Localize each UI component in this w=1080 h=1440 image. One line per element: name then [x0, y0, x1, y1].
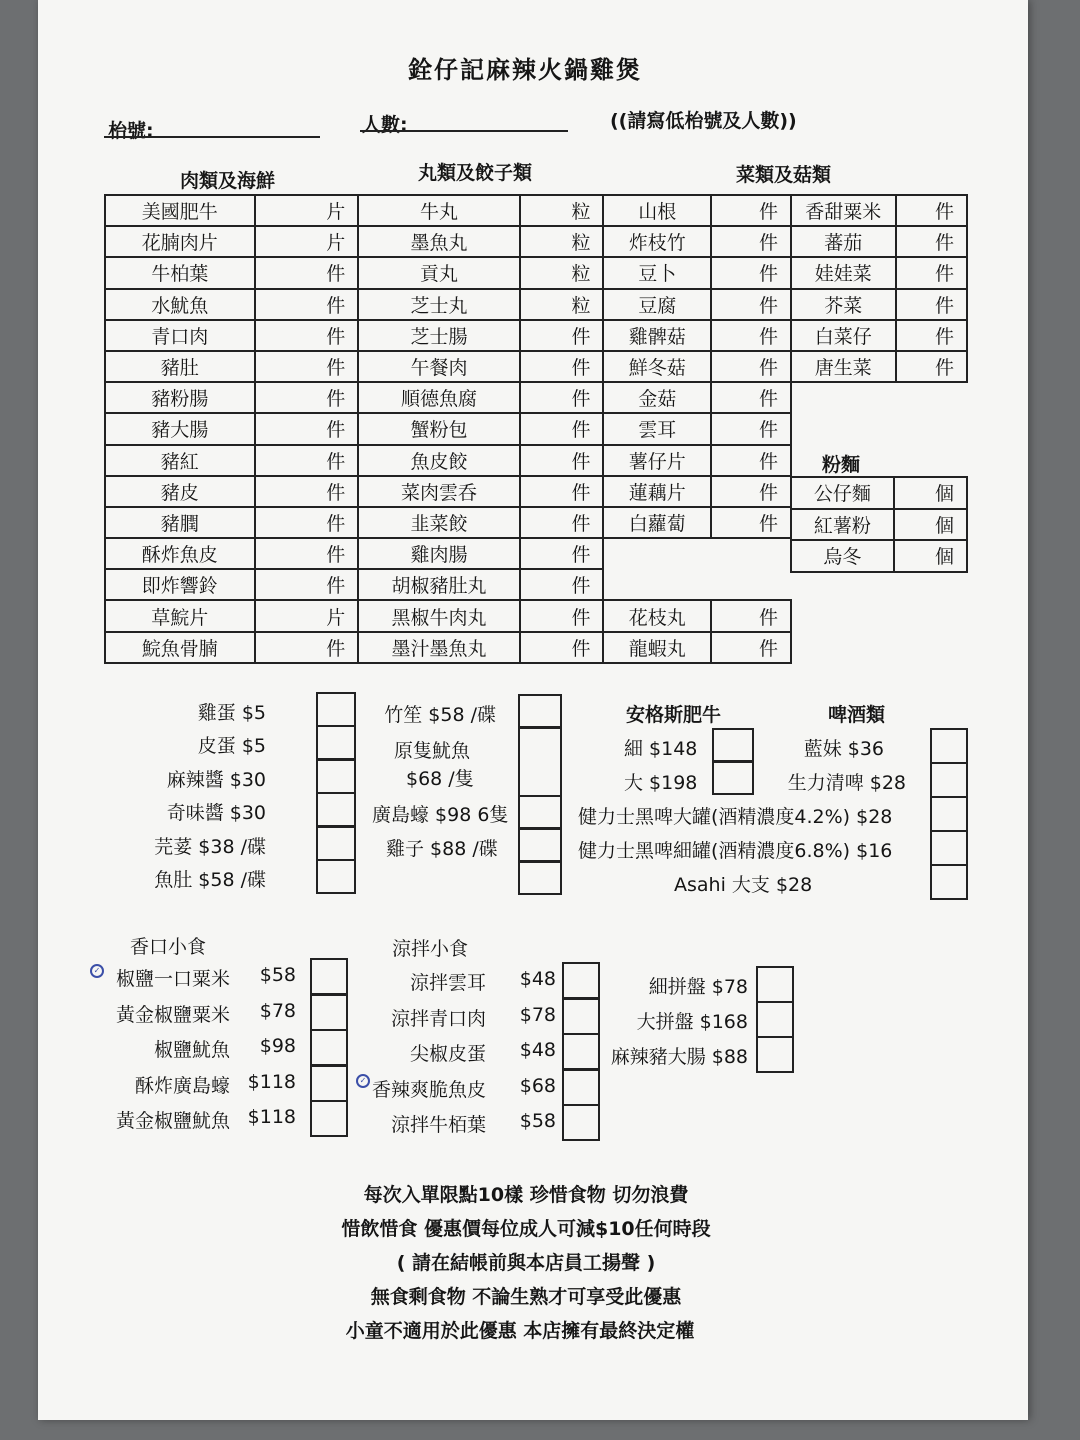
ball-item-name: 順德魚腐 — [358, 382, 519, 413]
ball-item-name: 魚皮餃 — [358, 445, 519, 476]
platter-item-checkbox[interactable] — [756, 1001, 794, 1038]
veg-item-qty[interactable]: 件 — [711, 289, 791, 320]
veg-item-name: 蕃茄 — [791, 226, 896, 257]
platter-item: 麻辣豬大腸 $88 — [610, 1046, 748, 1068]
extra-oyster-checkbox[interactable] — [518, 795, 562, 829]
snacks-item-checkbox[interactable] — [310, 958, 348, 995]
cold-item-name: 尖椒皮蛋 — [409, 1043, 486, 1066]
table-row — [105, 600, 791, 631]
ball-item-name: 牛丸 — [358, 195, 519, 226]
meat-item-qty[interactable]: 片 — [255, 600, 359, 631]
table-row — [105, 476, 791, 507]
ball-item-qty[interactable]: 件 — [520, 569, 604, 600]
platter-item-checkbox[interactable] — [756, 966, 794, 1003]
table-row — [105, 351, 791, 382]
veg-item-qty[interactable]: 件 — [896, 257, 967, 288]
footer-line: 無食剩食物 不論生熟才可享受此優惠 — [370, 1286, 682, 1308]
snacks-item-price: $58 — [259, 964, 296, 986]
veg-item-qty[interactable]: 件 — [896, 351, 967, 382]
extra-bamboo: 竹笙 $58 /碟 — [384, 704, 496, 726]
platter-item: 細拼盤 $78 — [648, 976, 748, 998]
meat-item-name: 草鯇片 — [105, 600, 255, 631]
table-number-label: 枱號: — [108, 120, 154, 142]
veg-item-name: 唐生菜 — [791, 351, 896, 382]
veg-item-qty[interactable]: 件 — [711, 507, 791, 538]
veg-item-name: 白菜仔 — [791, 320, 896, 351]
noodle-item-qty[interactable]: 個 — [894, 540, 967, 572]
cold-item-price: $58 — [519, 1110, 556, 1133]
extra-item: 雞蛋 $5 — [197, 702, 266, 724]
meat-item-qty[interactable]: 件 — [255, 569, 359, 600]
meat-item-qty[interactable]: 件 — [255, 382, 359, 413]
cold-item-name: 涼拌雲耳 — [409, 972, 486, 994]
extra-blank-checkbox[interactable] — [518, 861, 562, 895]
extra-item: 芫荽 $38 /碟 — [154, 835, 266, 858]
extra-item: 麻辣醬 $30 — [166, 768, 266, 791]
meat-item-qty[interactable]: 件 — [255, 351, 359, 382]
table-row — [105, 507, 791, 538]
restaurant-title: 銓仔記麻辣火鍋雞煲 — [408, 56, 642, 84]
extra-item-checkbox[interactable] — [316, 692, 356, 727]
veg-item-qty[interactable]: 件 — [711, 413, 791, 444]
beer-title: 啤酒類 — [828, 704, 886, 726]
snacks-item-price: $78 — [259, 999, 296, 1022]
veg-item-qty[interactable]: 件 — [711, 632, 791, 663]
veg-item-name: 白蘿蔔 — [603, 507, 711, 538]
pen-mark-icon: ✓ — [90, 964, 104, 978]
veg-item-name: 山根 — [603, 195, 711, 226]
footer-line: 小童不適用於此優惠 本店擁有最終決定權 — [345, 1320, 695, 1342]
noodle-grid — [790, 476, 968, 573]
meat-item-name: 牛柏葉 — [105, 257, 255, 288]
veg-item-qty[interactable]: 件 — [711, 195, 791, 226]
table-row — [105, 257, 791, 288]
empty-cell — [603, 538, 791, 569]
ball-item-qty[interactable]: 件 — [520, 445, 604, 476]
snacks-item-name: 椒鹽魷魚 — [153, 1039, 230, 1062]
veg-item-name: 香甜粟米 — [791, 195, 896, 226]
snacks-item-price: $118 — [247, 1106, 296, 1129]
meat-item-name: 酥炸魚皮 — [105, 538, 255, 569]
veg-item-qty[interactable]: 件 — [896, 195, 967, 226]
veg-item-qty[interactable]: 件 — [896, 289, 967, 320]
meat-item-name: 豬皮 — [105, 476, 255, 507]
meat-item-qty[interactable]: 件 — [255, 413, 359, 444]
people-count-field[interactable] — [360, 130, 568, 132]
meat-item-qty[interactable]: 件 — [255, 507, 359, 538]
meat-item-name: 青口肉 — [105, 320, 255, 351]
ball-item-name: 蟹粉包 — [358, 413, 519, 444]
veg-item-name: 鮮冬菇 — [603, 351, 711, 382]
beer-san-miguel: 生力清啤 $28 — [787, 772, 906, 794]
ball-item-qty[interactable]: 件 — [520, 476, 604, 507]
meat-item-name: 鯇魚骨腩 — [105, 632, 255, 663]
cold-item-price: $48 — [519, 1039, 556, 1062]
veg-item-name: 芥菜 — [791, 289, 896, 320]
cold-item-checkbox[interactable] — [562, 1104, 600, 1141]
footer-line: 每次入單限點10樣 珍惜食物 切勿浪費 — [363, 1184, 689, 1206]
snacks-item-checkbox[interactable] — [310, 1065, 348, 1102]
extra-item: 奇味醬 $30 — [166, 802, 266, 825]
extra-roe-checkbox[interactable] — [518, 828, 562, 862]
ball-item-name: 貢丸 — [358, 257, 519, 288]
extra-bamboo-checkbox[interactable] — [518, 694, 562, 728]
section-balls-title: 丸類及餃子類 — [418, 162, 533, 184]
ball-item-name: 菜肉雲呑 — [358, 476, 519, 507]
cold-item-name: 涼拌青口肉 — [390, 1007, 486, 1030]
snacks-item-name: 酥炸廣島蠔 — [134, 1074, 230, 1097]
meat-item-qty[interactable]: 片 — [255, 226, 359, 257]
order-grid — [104, 194, 792, 664]
snacks-item-name: 黃金椒鹽粟米 — [115, 1003, 230, 1026]
cold-title: 涼拌小食 — [392, 938, 469, 960]
extra-oyster: 廣島蠔 $98 6隻 — [372, 804, 509, 826]
meat-item-name: 水魷魚 — [105, 289, 255, 320]
table-row — [105, 320, 791, 351]
cold-item-price: $78 — [519, 1003, 556, 1026]
angus-title: 安格斯肥牛 — [626, 704, 722, 726]
veg-item-name: 豆卜 — [603, 257, 711, 288]
cold-item-checkbox[interactable] — [562, 962, 600, 999]
ball-item-qty[interactable]: 件 — [520, 538, 604, 569]
meat-item-name: 豬大腸 — [105, 413, 255, 444]
ball-item-qty[interactable]: 件 — [520, 507, 604, 538]
meat-item-name: 美國肥牛 — [105, 195, 255, 226]
veg-item-name: 金菇 — [603, 382, 711, 413]
meat-item-name: 即炸響鈴 — [105, 569, 255, 600]
veg-item-qty[interactable]: 件 — [711, 476, 791, 507]
section-noodles-title: 粉麵 — [822, 454, 861, 476]
cold-item-price: $48 — [519, 968, 556, 990]
extra-squid-checkbox[interactable] — [518, 727, 562, 797]
table-row — [791, 226, 967, 257]
beer-item-checkbox[interactable] — [930, 864, 968, 900]
people-count-label: 人數: — [362, 114, 408, 136]
form-note: ((請寫低枱號及人數)) — [610, 110, 797, 132]
table-row — [791, 195, 967, 226]
empty-cell — [603, 569, 791, 600]
table-row — [105, 538, 791, 569]
beer-guinness-large: 健力士黑啤大罐(酒精濃度4.2%) $28 — [578, 806, 893, 828]
extra-item-checkbox[interactable] — [316, 859, 356, 894]
ball-item-name: 午餐肉 — [358, 351, 519, 382]
extra-item: 皮蛋 $5 — [197, 735, 266, 758]
cold-item-checkbox[interactable] — [562, 1033, 600, 1070]
beer-item-checkbox[interactable] — [930, 762, 968, 798]
table-row — [105, 226, 791, 257]
veg-item-qty[interactable]: 件 — [711, 600, 791, 631]
table-row — [791, 320, 967, 351]
ball-item-qty[interactable]: 粒 — [520, 289, 604, 320]
extra-roe: 雞子 $88 /碟 — [386, 838, 498, 860]
ball-item-qty[interactable]: 粒 — [520, 195, 604, 226]
ball-item-name: 芝士腸 — [358, 320, 519, 351]
ball-item-qty[interactable]: 粒 — [520, 257, 604, 288]
meat-item-qty[interactable]: 件 — [255, 257, 359, 288]
snacks-title: 香口小食 — [130, 936, 207, 958]
meat-item-qty[interactable]: 件 — [255, 320, 359, 351]
meat-item-qty[interactable]: 件 — [255, 632, 359, 663]
meat-item-qty[interactable]: 件 — [255, 538, 359, 569]
table-row — [105, 632, 791, 663]
veg-item-name: 娃娃菜 — [791, 257, 896, 288]
noodle-item-name: 公仔麵 — [791, 477, 894, 509]
meat-item-name: 豬紅 — [105, 445, 255, 476]
extra-item-checkbox[interactable] — [316, 725, 356, 760]
cold-item-price: $68 — [519, 1074, 556, 1097]
meat-item-qty[interactable]: 件 — [255, 289, 359, 320]
veg-item-qty[interactable]: 件 — [711, 226, 791, 257]
ball-item-qty[interactable]: 件 — [520, 320, 604, 351]
snacks-item-price: $118 — [247, 1070, 296, 1093]
veg-item-qty[interactable]: 件 — [896, 226, 967, 257]
noodle-item-name: 紅薯粉 — [791, 509, 894, 541]
angus-large: 大 $198 — [624, 772, 698, 794]
table-row — [791, 477, 967, 509]
snacks-item-name: 椒鹽一口粟米 — [115, 968, 230, 990]
table-row — [791, 257, 967, 288]
extra-item-checkbox[interactable] — [316, 759, 356, 794]
extra-item: 魚肚 $58 /碟 — [154, 869, 266, 891]
ball-item-qty[interactable]: 件 — [520, 632, 604, 663]
beer-item-checkbox[interactable] — [930, 830, 968, 866]
table-row — [105, 569, 791, 600]
snacks-item-name: 黃金椒鹽魷魚 — [115, 1110, 230, 1133]
platter-item: 大拼盤 $168 — [636, 1011, 748, 1033]
cold-item-name: 涼拌牛栢葉 — [390, 1114, 486, 1137]
section-meat-title: 肉類及海鮮 — [180, 170, 276, 192]
meat-item-name: 豬肚 — [105, 351, 255, 382]
beer-item-checkbox[interactable] — [930, 728, 968, 764]
veg-item-qty[interactable]: 件 — [896, 320, 967, 351]
meat-item-name: 豬粉腸 — [105, 382, 255, 413]
snacks-item-checkbox[interactable] — [310, 1100, 348, 1137]
veg-item-name: 花枝丸 — [603, 600, 711, 631]
table-row — [105, 445, 791, 476]
beer-blue-girl: 藍妹 $36 — [803, 738, 884, 760]
noodle-item-qty[interactable]: 個 — [894, 477, 967, 509]
ball-item-qty[interactable]: 件 — [520, 382, 604, 413]
snacks-item-checkbox[interactable] — [310, 1029, 348, 1066]
meat-item-name: 豬膶 — [105, 507, 255, 538]
ball-item-name: 韭菜餃 — [358, 507, 519, 538]
snacks-item-checkbox[interactable] — [310, 994, 348, 1031]
veg-item-name: 龍蝦丸 — [603, 632, 711, 663]
angus-small: 細 $148 — [624, 738, 698, 760]
table-row — [791, 509, 967, 541]
veg-grid-2 — [790, 194, 968, 383]
cold-item-checkbox[interactable] — [562, 998, 600, 1035]
ball-item-name: 墨魚丸 — [358, 226, 519, 257]
veg-item-qty[interactable]: 件 — [711, 257, 791, 288]
ball-item-name: 黑椒牛肉丸 — [358, 600, 519, 631]
noodle-item-qty[interactable]: 個 — [894, 509, 967, 541]
ball-item-qty[interactable]: 粒 — [520, 226, 604, 257]
beer-item-checkbox[interactable] — [930, 796, 968, 832]
extra-squid-line1: 原隻魷魚 — [394, 740, 471, 762]
table-row — [105, 195, 791, 226]
veg-item-qty[interactable]: 件 — [711, 351, 791, 382]
meat-item-qty[interactable]: 件 — [255, 445, 359, 476]
platter-item-checkbox[interactable] — [756, 1036, 794, 1073]
table-row — [791, 351, 967, 382]
veg-item-name: 雲耳 — [603, 413, 711, 444]
noodle-item-name: 烏冬 — [791, 540, 894, 572]
table-number-field[interactable] — [104, 136, 320, 138]
beer-asahi: Asahi 大支 $28 — [674, 874, 813, 896]
table-row — [791, 540, 967, 572]
extra-squid-line2: $68 /隻 — [406, 768, 474, 790]
cold-item-name: 香辣爽脆魚皮 — [371, 1078, 486, 1101]
veg-item-name: 炸枝竹 — [603, 226, 711, 257]
table-row — [105, 382, 791, 413]
veg-item-qty[interactable]: 件 — [711, 382, 791, 413]
ball-item-qty[interactable]: 件 — [520, 413, 604, 444]
footer-line: 惜飲惜食 優惠價每位成人可減$10任何時段 — [341, 1218, 711, 1240]
extra-item-checkbox[interactable] — [316, 792, 356, 827]
ball-item-name: 芝士丸 — [358, 289, 519, 320]
meat-item-qty[interactable]: 件 — [255, 476, 359, 507]
ball-item-qty[interactable]: 件 — [520, 600, 604, 631]
veg-item-name: 薯仔片 — [603, 445, 711, 476]
snacks-item-price: $98 — [259, 1035, 296, 1058]
ball-item-name: 墨汁墨魚丸 — [358, 632, 519, 663]
ball-item-name: 胡椒豬肚丸 — [358, 569, 519, 600]
table-row — [791, 289, 967, 320]
veg-item-name: 雞髀菇 — [603, 320, 711, 351]
footer-line: ( 請在結帳前與本店員工揚聲 ) — [396, 1252, 656, 1274]
veg-item-name: 豆腐 — [603, 289, 711, 320]
table-row — [105, 413, 791, 444]
ball-item-name: 雞肉腸 — [358, 538, 519, 569]
meat-item-name: 花腩肉片 — [105, 226, 255, 257]
cold-item-checkbox[interactable] — [562, 1069, 600, 1106]
table-row — [105, 289, 791, 320]
pen-mark-icon: ✓ — [356, 1074, 370, 1088]
section-veg-title: 菜類及菇類 — [736, 164, 832, 186]
veg-item-name: 蓮藕片 — [603, 476, 711, 507]
veg-item-qty[interactable]: 件 — [711, 320, 791, 351]
veg-item-qty[interactable]: 件 — [711, 445, 791, 476]
extra-item-checkbox[interactable] — [316, 826, 356, 861]
ball-item-qty[interactable]: 件 — [520, 351, 604, 382]
meat-item-qty[interactable]: 片 — [255, 195, 359, 226]
beer-guinness-small: 健力士黑啤細罐(酒精濃度6.8%) $16 — [578, 840, 893, 862]
